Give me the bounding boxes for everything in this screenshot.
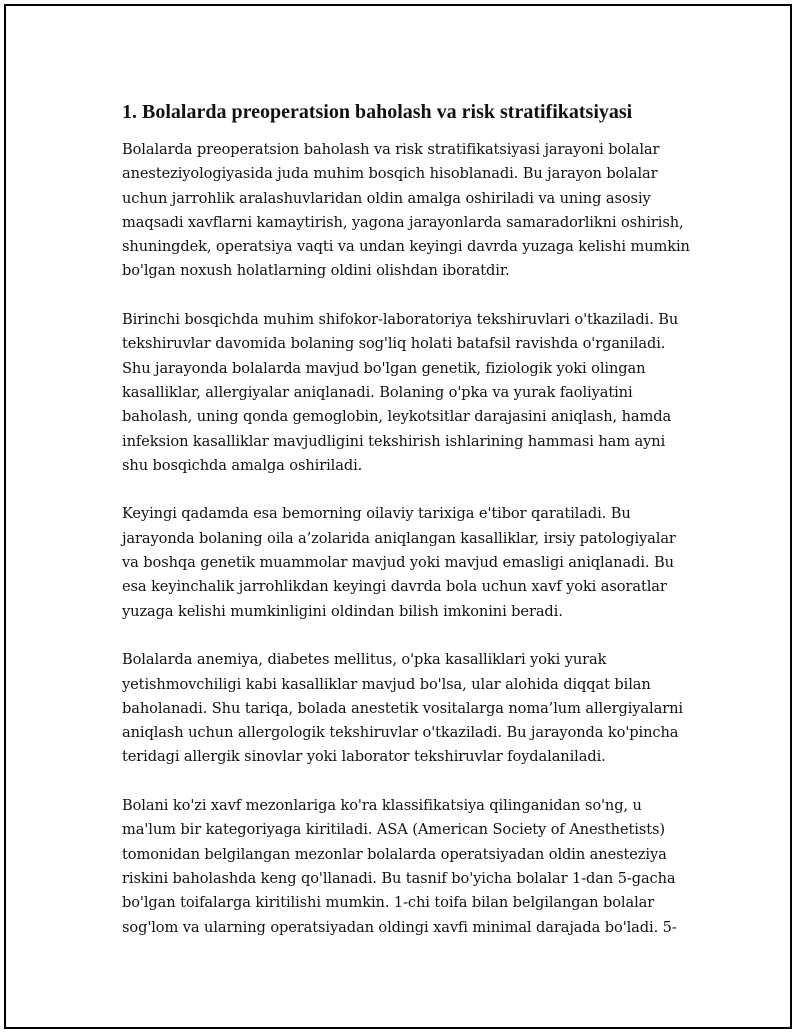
section-heading: 1. Bolalarda preoperatsion baholash va risk stratifikatsiyasi [122, 101, 633, 123]
paragraph-2: Birinchi bosqichda muhim shifokor-laboratoriya tekshiruvlari o'tkaziladi. Bu tekshiruvlar davomida bolaning sog'liq holati batafsil ravishda o'rganiladi. Shu jarayonda bolalarda mavjud bo'lgan genetik, fiziologik yoki olingan kasalliklar, allergiyalar aniqlanadi. Bolaning o'pka va yurak faoliyatini baholash, uning qonda gemoglobin, leykotsitlar darajasini aniqlash, hamda infeksion kasalliklar mavjudligini tekshirish ishlarining hammasi ham ayni shu bosqichda amalga oshiriladi. [122, 311, 679, 474]
paragraph-5: Bolani ko'zi xavf mezonlariga ko'ra klassifikatsiya qilinganidan so'ng, u ma'lum bir kategoriyaga kiritiladi. ASA (American Society of Anesthetists) tomonidan belgilangan mezonlar bolalarda operatsiyadan oldin anesteziya riskini baholashda keng qo'llanadi. Bu tasnif bo'yicha bolalar 1-dan 5-gacha bo'lgan toifalarga kiritilishi mumkin. 1-chi toifa bilan belgilangan bolalar sog'lom va ularning operatsiyadan oldingi xavfi minimal darajada bo'ladi. 5- [122, 797, 677, 936]
paragraph-4: Bolalarda anemiya, diabetes mellitus, o'pka kasalliklari yoki yurak yetishmovchiligi kabi kasalliklar mavjud bo'lsa, ular alohida diqqat bilan baholanadi. Shu tariqa, bolada anestetik vositalarga noma’lum allergiyalarni aniqlash uchun allergologik tekshiruvlar o'tkaziladi. Bu jarayonda ko'pincha teridagi allergik sinovlar yoki laborator tekshiruvlar foydalaniladi. [122, 651, 683, 766]
document-page [4, 4, 792, 1029]
paragraph-3: Keyingi qadamda esa bemorning oilaviy tarixiga e'tibor qaratiladi. Bu jarayonda bolaning oila a’zolarida aniqlangan kasalliklar, irsiy patologiyalar va boshqa genetik muammolar mavjud yoki mavjud emasligi aniqlanadi. Bu esa keyinchalik jarrohlikdan keyingi davrda bola uchun xavf yoki asoratlar yuzaga kelishi mumkinligini oldindan bilish imkonini beradi. [122, 505, 676, 620]
paragraph-1: Bolalarda preoperatsion baholash va risk stratifikatsiyasi jarayoni bolalar anesteziyologiyasida juda muhim bosqich hisoblanadi. Bu jarayon bolalar uchun jarrohlik aralashuvlaridan oldin amalga oshiriladi va uning asosiy maqsadi xavflarni kamaytirish, yagona jarayonlarda samaradorlikni oshirish, shuningdek, operatsiya vaqti va undan keyingi davrda yuzaga kelishi mumkin bo'lgan noxush holatlarning oldini olishdan iboratdir. [122, 141, 690, 280]
document-body [122, 98, 692, 940]
